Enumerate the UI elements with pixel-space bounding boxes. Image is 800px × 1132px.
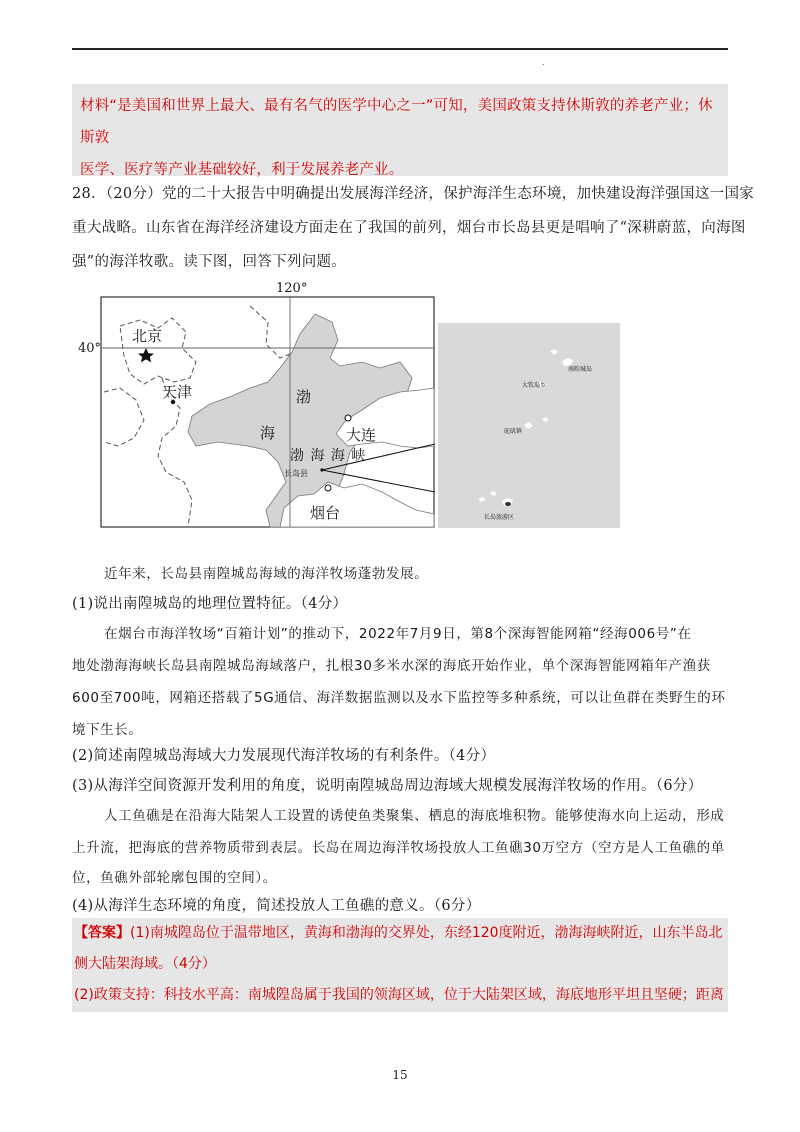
question-stem-line: 28．（20分）党的二十大报告中明确提出发展海洋经济，保护海洋生态环境，加快建设海洋强国这一国家 [72,186,755,202]
beijing-label: 北京 [132,327,163,345]
changdao-inset-map [438,323,620,528]
material-line: 境下生长。 [72,722,143,738]
answer-block [72,918,728,1012]
changdao-zone-marker [505,502,511,506]
material-line: 上升流，把海底的营养物质带到表层。长岛在周边海洋牧场投放人工鱼礁30万空方（空方是人工鱼礁的单 [72,840,725,856]
sub-question-4: (4)从海洋生态环境的角度，简述投放人工鱼礁的意义。（6分） [72,898,481,914]
answer-line: (2)政策支持：科技水平高：南城隍岛属于我国的领海区域，位于大陆架区域，海底地形平坦且坚硬；距离 [74,987,724,1003]
answer-tag: 【答案】 [74,925,130,941]
previous-answer-line: 材料“是美国和世界上最大、最有名气的医学中心之一”可知，美国政策支持休斯敦的养老产业；休斯敦 [80,98,713,146]
question-stem-line: 重大战略。山东省在海洋经济建设方面走在了我国的前列，烟台市长岛县更是唱响了“深耕蔚蓝，向海图 [72,220,746,236]
yantai-label: 烟台 [310,504,341,522]
changdao-zone-label: 长岛旅游区 [484,514,515,521]
dalian-label: 大连 [346,426,377,444]
page-number: 15 [392,1068,408,1082]
header-rule [72,48,728,50]
header-mark: . [542,58,545,67]
hai-label: 海 [260,424,276,442]
answer-text: (1)南城隍岛位于温带地区，黄海和渤海的交界处，东经120度附近，渤海海峡附近，山东半岛北 [130,925,723,941]
material-line: 600至700吨，网箱还搭载了5G通信、海洋数据监测以及水下监控等多种系统，可以让鱼群在类野生的环 [72,690,726,706]
sub-question-2: (2)简述南隍城岛海域大力发展现代海洋牧场的有利条件。（4分） [72,748,496,764]
longitude-label: 120° [276,281,308,296]
daqin-label: 大钦岛乡 [522,382,547,389]
tuoji-label: 砣矶镇 [504,428,523,435]
latitude-label: 40° [78,341,102,356]
answer-line [72,918,728,949]
material-line: 位，鱼礁外部轮廓包围的空间）。 [72,870,277,886]
answer-line: 侧大陆架海域。（4分） [74,956,216,972]
question-stem-line: 强”的海洋牧歌。读下图，回答下列问题。 [72,254,347,270]
sub-question-1: (1)说出南隍城岛的地理位置特征。（4分） [72,596,348,612]
strait-label: 渤 海 海 峡 [290,448,367,464]
sub-question-3: (3)从海洋空间资源开发利用的角度，说明南隍城岛周边海域大规模发展海洋牧场的作用。（6分） [72,778,703,794]
material-line: 在烟台市海洋牧场“百箱计划”的推动下，2022年7月9日，第8个深海智能网箱“经海006号”在 [104,626,692,642]
nanhuangcheng-label: 南隍城岛 [568,366,593,373]
material-line: 人工鱼礁是在沿海大陆架人工设置的诱使鱼类聚集、栖息的海底堆积物。能够使海水向上运动，形成 [104,808,725,824]
tianjin-label: 天津 [162,383,193,401]
previous-answer-line: 医学、医疗等产业基础较好，利于发展养老产业。 [80,162,404,178]
dalian-marker [345,415,351,421]
yantai-marker [325,485,331,491]
bo-label: 渤 [296,388,312,406]
changdao-label: 长岛县 [284,469,308,478]
bohai-map [100,296,435,528]
previous-answer-block [72,84,728,176]
material-line: 地处渤海海峡长岛县南隍城岛海域落户，扎根30多米水深的海底开始作业，单个深海智能网箱年产渔获 [72,658,711,674]
material-text: 近年来，长岛县南隍城岛海域的海洋牧场蓬勃发展。 [104,566,429,582]
